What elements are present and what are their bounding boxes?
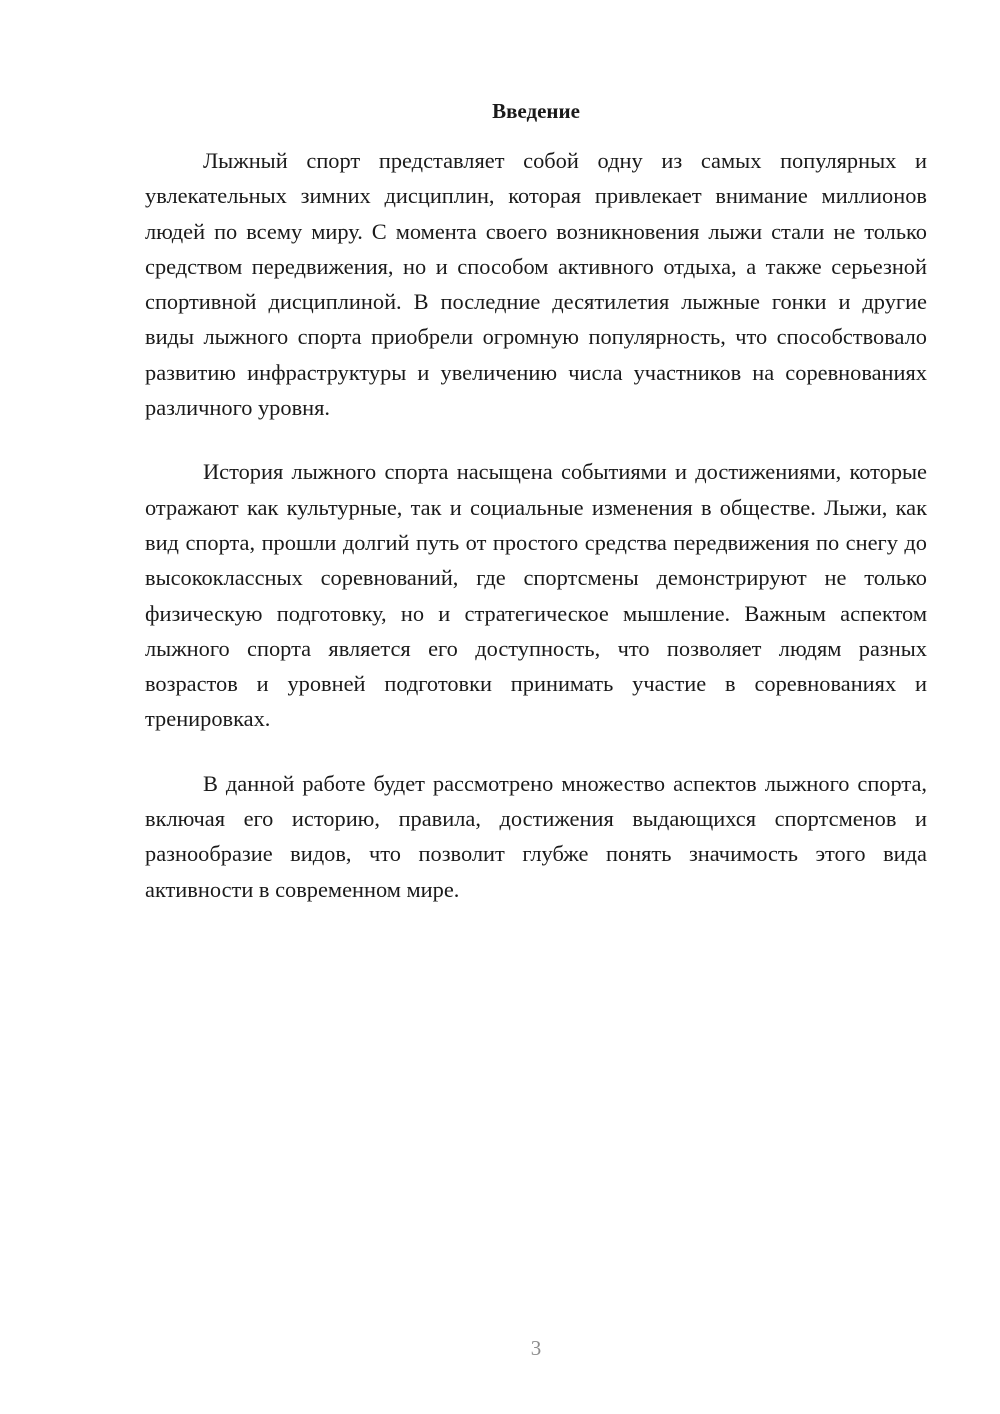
page-number: 3 <box>530 1336 542 1360</box>
paragraph-history: История лыжного спорта насыщена событиями и достижениями, которые отражают как культурные, так и социальные изменения в обществе. Лыжи, как вид спорта, прошли долгий путь от простого средства передвижения по снегу до высококлассных соревнований, где спортсмены демонстрируют не только физическую подготовку, но и стратегическое мышление. Важным аспектом лыжного спорта является его доступность, что позволяет людям разных возрастов и уровней подготовки принимать участие в соревнованиях и тренировках. <box>145 459 927 732</box>
paragraph-scope: В данной работе будет рассмотрено множество аспектов лыжного спорта, включая его историю, правила, достижения выдающихся спортсменов и разнообразие видов, что позволит глубже понять значимость этого вида активности в современном мире. <box>145 770 927 902</box>
section-heading: Введение <box>492 99 580 123</box>
body-text <box>145 143 927 907</box>
paragraph-intro: Лыжный спорт представляет собой одну из самых популярных и увлекательных зимних дисциплин, которая привлекает внимание миллионов людей по всему миру. С момента своего возникновения лыжи стали не только средством передвижения, но и способом активного отдыха, а также серьезной спортивной дисциплиной. В последние десятилетия лыжные гонки и другие виды лыжного спорта приобрели огромную популярность, что способствовало развитию инфраструктуры и увеличению числа участников на соревнованиях различного уровня. <box>145 148 927 421</box>
